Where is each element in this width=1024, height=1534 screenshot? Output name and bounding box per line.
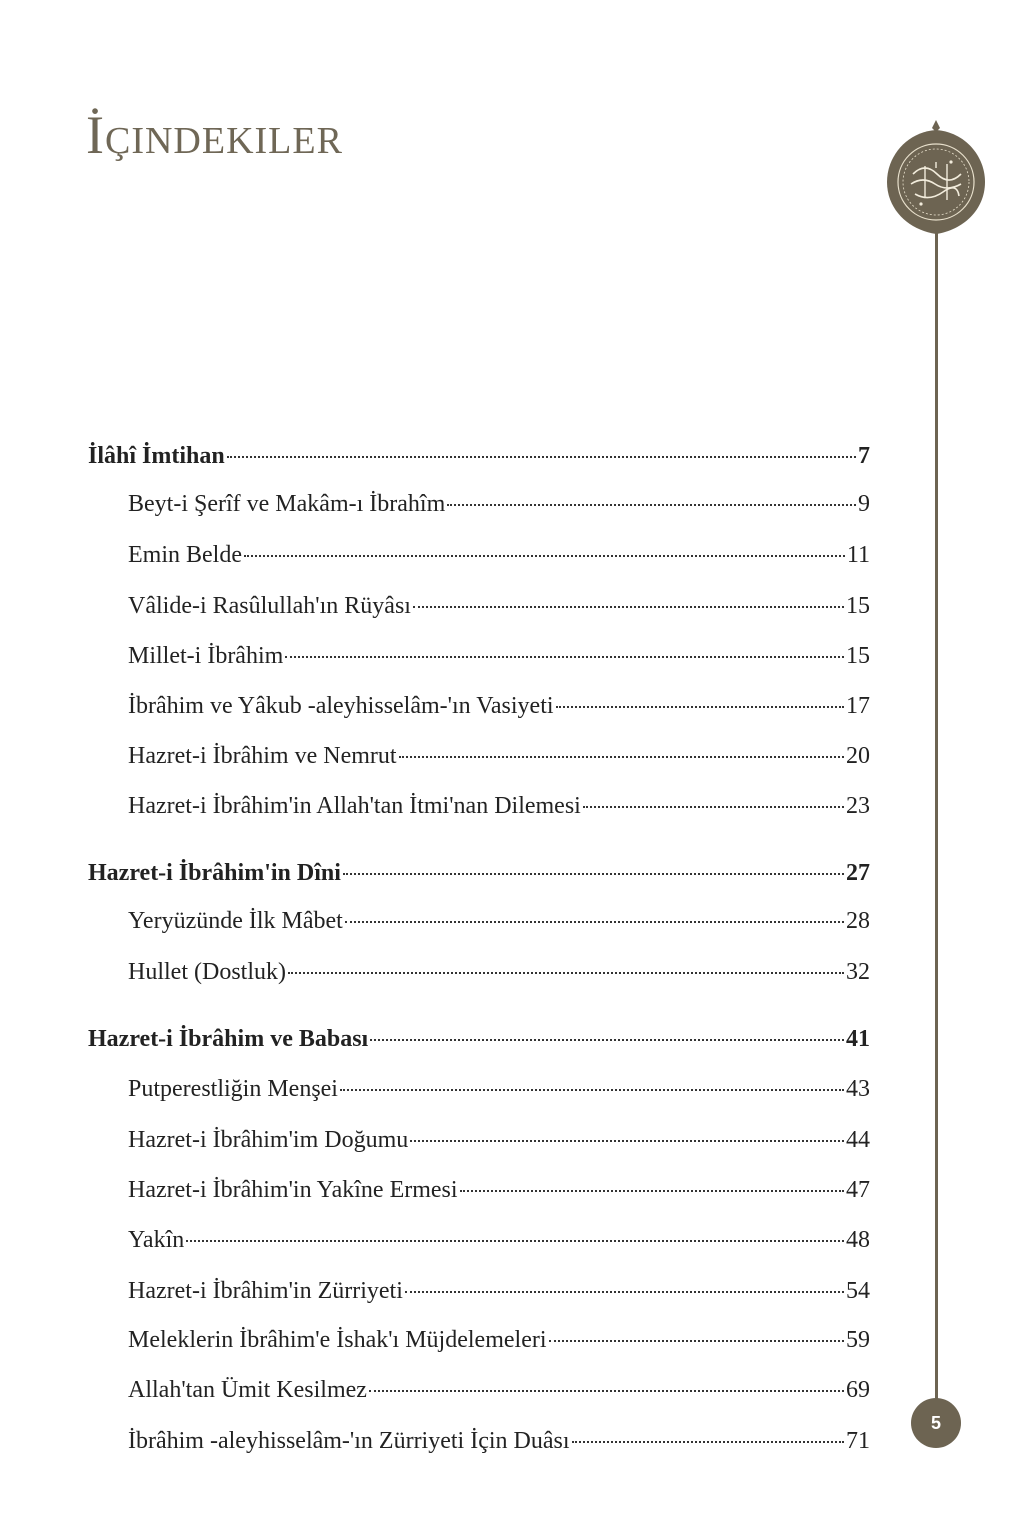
dot-leader bbox=[370, 1039, 844, 1041]
dot-leader bbox=[572, 1441, 844, 1443]
ornament-line bbox=[935, 225, 938, 1415]
toc-label: Yakîn bbox=[128, 1227, 185, 1253]
toc-page: 47 bbox=[846, 1177, 870, 1203]
toc-page: 17 bbox=[846, 693, 870, 719]
toc-page: 11 bbox=[846, 542, 870, 568]
toc-entry[interactable] bbox=[128, 1374, 870, 1406]
toc-entry[interactable] bbox=[128, 488, 870, 520]
toc-entry[interactable] bbox=[128, 1425, 870, 1457]
toc-label: İbrâhim ve Yâkub -aleyhisselâm-'ın Vasiyeti bbox=[128, 693, 554, 719]
toc-entry[interactable] bbox=[128, 790, 870, 822]
page-number-badge: 5 bbox=[911, 1398, 961, 1448]
toc-label: Yeryüzünde İlk Mâbet bbox=[128, 908, 343, 934]
toc-page: 48 bbox=[846, 1227, 870, 1253]
toc-label: Hazret-i İbrâhim'in Dîni bbox=[88, 860, 341, 886]
toc-label: Hazret-i İbrâhim'im Doğumu bbox=[128, 1127, 409, 1153]
dot-leader bbox=[447, 504, 856, 506]
dot-leader bbox=[460, 1190, 844, 1192]
page-title: İçindekiler bbox=[86, 105, 343, 165]
toc-entry[interactable] bbox=[128, 539, 870, 571]
dot-leader bbox=[244, 555, 845, 557]
dot-leader bbox=[288, 972, 844, 974]
toc-label: Meleklerin İbrâhim'e İshak'ı Müjdelemeleri bbox=[128, 1327, 547, 1353]
toc-page: 7 bbox=[858, 443, 870, 469]
toc-entry[interactable] bbox=[128, 1324, 870, 1356]
toc-label: Beyt-i Şerîf ve Makâm-ı İbrahîm bbox=[128, 491, 446, 517]
dot-leader bbox=[340, 1089, 844, 1091]
toc-entry[interactable] bbox=[88, 857, 870, 889]
dot-leader bbox=[227, 456, 856, 458]
toc-page: 32 bbox=[846, 959, 870, 985]
toc-label: Vâlide-i Rasûlullah'ın Rüyâsı bbox=[128, 593, 411, 619]
toc-page: 69 bbox=[846, 1377, 870, 1403]
toc-page: 15 bbox=[846, 593, 870, 619]
toc-label: Hullet (Dostluk) bbox=[128, 959, 286, 985]
toc-page: 43 bbox=[846, 1076, 870, 1102]
toc-entry[interactable] bbox=[128, 1124, 870, 1156]
toc-page: 20 bbox=[846, 743, 870, 769]
toc-page: 44 bbox=[846, 1127, 870, 1153]
toc-label: Emin Belde bbox=[128, 542, 242, 568]
toc-label: Millet-i İbrâhim bbox=[128, 643, 284, 669]
toc-entry[interactable] bbox=[128, 1073, 870, 1105]
dot-leader bbox=[410, 1140, 844, 1142]
toc-entry[interactable] bbox=[128, 1174, 870, 1206]
toc-label: Hazret-i İbrâhim ve Babası bbox=[88, 1026, 369, 1052]
toc-entry[interactable] bbox=[128, 740, 870, 772]
toc-label: Putperestliğin Menşei bbox=[128, 1076, 338, 1102]
toc-entry[interactable] bbox=[128, 905, 870, 937]
dot-leader bbox=[345, 921, 844, 923]
dot-leader bbox=[343, 873, 844, 875]
toc-page: 28 bbox=[846, 908, 870, 934]
toc-entry[interactable] bbox=[128, 590, 870, 622]
toc-page: 9 bbox=[858, 491, 870, 517]
toc-entry[interactable] bbox=[88, 1023, 870, 1055]
toc-label: İbrâhim -aleyhisselâm-'ın Zürriyeti İçin Duâsı bbox=[128, 1428, 570, 1454]
toc-entry[interactable] bbox=[128, 1275, 870, 1307]
toc-entry[interactable] bbox=[128, 956, 870, 988]
toc-page: 54 bbox=[846, 1278, 870, 1304]
toc-page: 59 bbox=[846, 1327, 870, 1353]
toc-page: 41 bbox=[846, 1026, 870, 1052]
toc-entry[interactable] bbox=[128, 690, 870, 722]
toc-label: Allah'tan Ümit Kesilmez bbox=[128, 1377, 367, 1403]
toc-page: 15 bbox=[846, 643, 870, 669]
toc-entry[interactable] bbox=[88, 440, 870, 472]
toc-label: Hazret-i İbrâhim'in Yakîne Ermesi bbox=[128, 1177, 458, 1203]
dot-leader bbox=[405, 1291, 844, 1293]
toc-entry[interactable] bbox=[128, 640, 870, 672]
toc-page: 27 bbox=[846, 860, 870, 886]
dot-leader bbox=[556, 706, 844, 708]
toc-label: Hazret-i İbrâhim'in Zürriyeti bbox=[128, 1278, 403, 1304]
dot-leader bbox=[583, 806, 844, 808]
dot-leader bbox=[413, 606, 844, 608]
toc-label: Hazret-i İbrâhim'in Allah'tan İtmi'nan Dilemesi bbox=[128, 793, 581, 819]
calligraphy-medallion-icon bbox=[885, 118, 987, 236]
toc-page: 71 bbox=[846, 1428, 870, 1454]
dot-leader bbox=[549, 1340, 845, 1342]
dot-leader bbox=[369, 1390, 844, 1392]
dot-leader bbox=[186, 1240, 844, 1242]
toc-entry[interactable] bbox=[128, 1224, 870, 1256]
toc-page: 23 bbox=[846, 793, 870, 819]
toc-label: İlâhî İmtihan bbox=[88, 443, 225, 469]
dot-leader bbox=[285, 656, 844, 658]
dot-leader bbox=[399, 756, 844, 758]
toc-label: Hazret-i İbrâhim ve Nemrut bbox=[128, 743, 397, 769]
